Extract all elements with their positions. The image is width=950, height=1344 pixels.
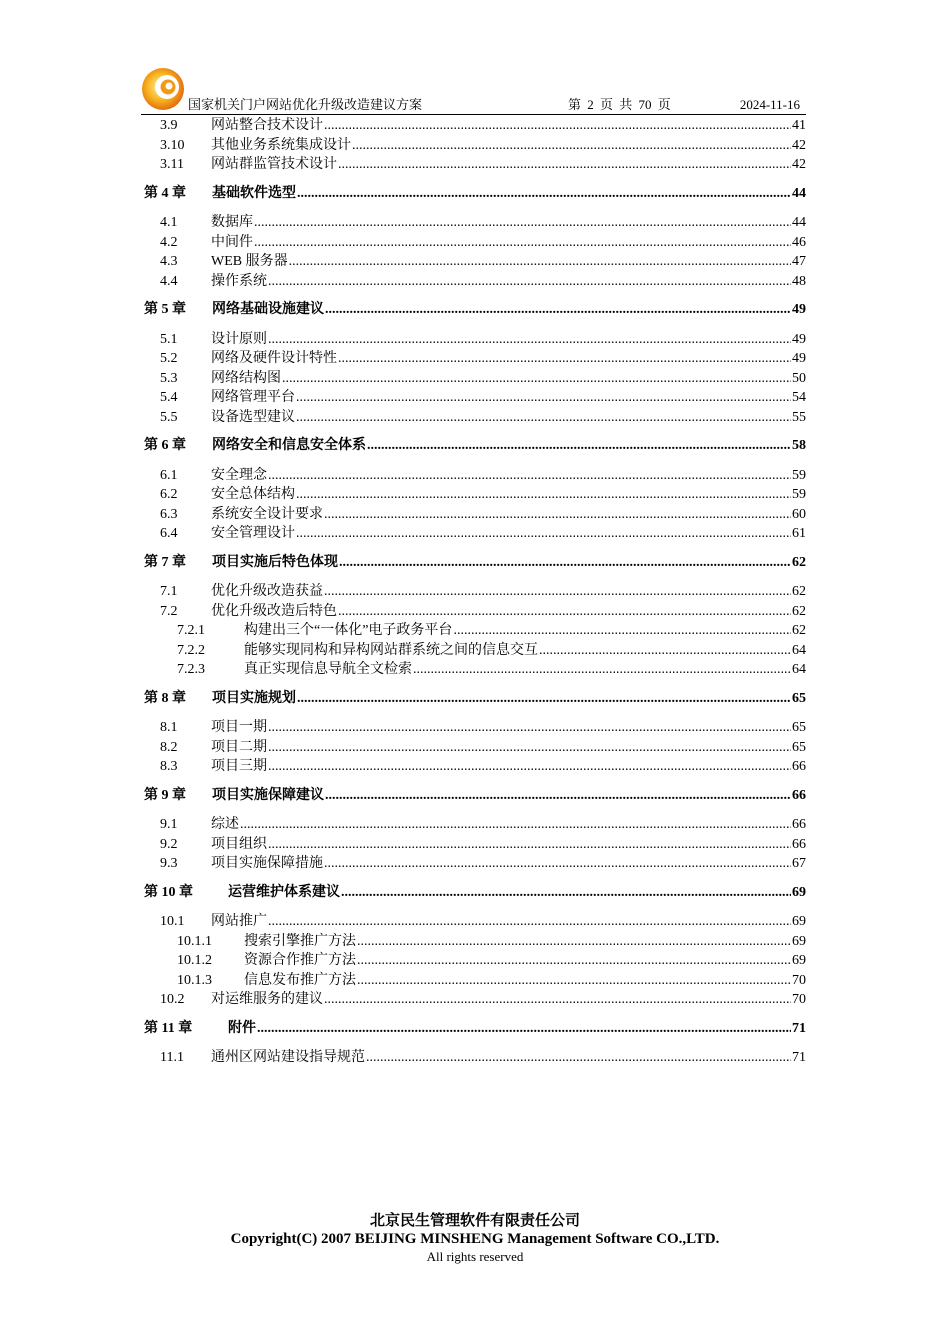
toc-entry-number: 第 11 章 (144, 1020, 193, 1036)
toc-entry-title: 设备选型建议 (211, 409, 295, 425)
header-rule (141, 114, 806, 115)
toc-dot-leader (357, 971, 791, 991)
toc-entry-page: 62 (792, 554, 806, 570)
toc-section-entry[interactable] (144, 116, 806, 136)
toc-entry-number: 4.1 (160, 215, 178, 230)
toc-subsection-entry[interactable] (144, 641, 806, 661)
toc-dot-leader (324, 582, 791, 602)
toc-entry-number: 第 4 章 (144, 185, 186, 201)
toc-entry-title: 网络基础设施建议 (212, 302, 324, 317)
toc-dot-leader (296, 485, 791, 505)
toc-section-entry[interactable] (144, 233, 806, 253)
toc-entry-page: 71 (792, 1020, 806, 1036)
toc-entry-page: 61 (792, 526, 806, 541)
toc-entry-page: 44 (792, 215, 806, 230)
toc-section-entry[interactable] (144, 718, 806, 738)
toc-dot-leader (268, 912, 791, 932)
company-logo (141, 66, 189, 112)
toc-section-entry[interactable] (144, 990, 806, 1010)
toc-entry-title: 真正实现信息导航全文检索 (244, 662, 412, 677)
toc-entry-title: 优化升级改造后特色 (211, 603, 337, 619)
toc-entry-title: 安全总体结构 (211, 487, 295, 502)
toc-entry-title: 对运维服务的建议 (211, 992, 323, 1007)
toc-dot-leader (297, 689, 791, 709)
toc-entry-number: 第 5 章 (144, 302, 186, 317)
toc-entry-page: 66 (792, 759, 806, 774)
toc-entry-number: 6.3 (160, 506, 178, 522)
toc-entry-title: 项目组织 (211, 836, 267, 852)
toc-entry-title: 操作系统 (211, 273, 267, 289)
toc-dot-leader (296, 408, 791, 428)
footer-rights: All rights reserved (426, 1249, 524, 1264)
toc-section-entry[interactable] (144, 815, 806, 835)
page-number-info: 第 2 页 共 70 页 (568, 97, 671, 112)
toc-entry-number: 第 9 章 (144, 787, 186, 803)
toc-section-entry[interactable] (144, 854, 806, 874)
toc-dot-leader (325, 300, 791, 320)
toc-entry-page: 65 (792, 739, 806, 755)
toc-dot-leader (268, 330, 791, 350)
toc-entry-page: 42 (792, 137, 806, 153)
toc-entry-title: 网络管理平台 (211, 390, 295, 405)
toc-chapter-entry[interactable] (144, 300, 806, 320)
toc-dot-leader (357, 932, 791, 952)
toc-entry-title: 项目一期 (211, 720, 267, 735)
toc-section-entry[interactable] (144, 272, 806, 292)
toc-entry-page: 59 (792, 467, 806, 483)
toc-entry-title: WEB 服务器 (211, 254, 288, 269)
toc-section-entry[interactable] (144, 330, 806, 350)
toc-chapter-entry[interactable] (144, 786, 806, 806)
toc-subsection-entry[interactable] (144, 971, 806, 991)
toc-dot-leader (341, 883, 791, 903)
toc-entry-page: 62 (792, 584, 806, 599)
toc-entry-number: 10.1.3 (177, 972, 212, 988)
toc-dot-leader (338, 349, 791, 369)
toc-entry-page: 59 (792, 487, 806, 502)
toc-dot-leader (289, 252, 791, 272)
toc-entry-page: 58 (792, 438, 806, 453)
toc-chapter-entry[interactable] (144, 883, 806, 903)
toc-entry-number: 5.4 (160, 390, 178, 405)
toc-entry-number: 5.1 (160, 331, 178, 347)
toc-entry-title: 中间件 (211, 234, 253, 250)
toc-entry-title: 能够实现同构和异构网站群系统之间的信息交互 (244, 642, 538, 658)
toc-entry-number: 10.1 (160, 914, 185, 929)
toc-section-entry[interactable] (144, 213, 806, 233)
toc-section-entry[interactable] (144, 388, 806, 408)
toc-entry-page: 55 (792, 409, 806, 425)
toc-entry-number: 4.4 (160, 273, 178, 289)
toc-entry-title: 搜索引擎推广方法 (244, 933, 356, 949)
toc-dot-leader (357, 951, 791, 971)
toc-entry-title: 信息发布推广方法 (244, 972, 356, 988)
toc-entry-title: 项目三期 (211, 759, 267, 774)
toc-dot-leader (366, 1048, 791, 1068)
toc-dot-leader (268, 835, 791, 855)
toc-dot-leader (367, 436, 791, 456)
toc-section-entry[interactable] (144, 136, 806, 156)
toc-entry-page: 49 (792, 331, 806, 347)
toc-entry-title: 网络安全和信息安全体系 (212, 438, 366, 453)
toc-dot-leader (339, 553, 791, 573)
toc-chapter-entry[interactable] (144, 689, 806, 709)
toc-entry-page: 65 (792, 690, 806, 706)
toc-entry-number: 7.1 (160, 584, 178, 599)
toc-subsection-entry[interactable] (144, 932, 806, 952)
toc-entry-number: 第 6 章 (144, 438, 186, 453)
toc-entry-number: 5.2 (160, 351, 178, 366)
toc-dot-leader (268, 738, 791, 758)
page-header (188, 96, 806, 114)
toc-dot-leader (539, 641, 791, 661)
toc-entry-number: 9.3 (160, 856, 178, 871)
toc-dot-leader (413, 660, 791, 680)
toc-dot-leader (338, 155, 791, 175)
toc-entry-number: 8.3 (160, 759, 178, 774)
toc-subsection-entry[interactable] (144, 621, 806, 641)
toc-dot-leader (338, 602, 791, 622)
toc-entry-title: 通州区网站建设指导规范 (211, 1050, 365, 1065)
toc-section-entry[interactable] (144, 582, 806, 602)
toc-entry-title: 项目实施保障建议 (212, 787, 324, 803)
toc-entry-title: 资源合作推广方法 (244, 953, 356, 968)
toc-entry-number: 7.2.3 (177, 662, 205, 677)
toc-entry-number: 7.2.1 (177, 623, 205, 638)
toc-entry-page: 64 (792, 662, 806, 677)
toc-section-entry[interactable] (144, 912, 806, 932)
toc-entry-number: 9.2 (160, 836, 178, 852)
toc-dot-leader (268, 466, 791, 486)
toc-entry-number: 4.3 (160, 254, 178, 269)
toc-entry-page: 46 (792, 234, 806, 250)
toc-entry-page: 54 (792, 390, 806, 405)
toc-entry-number: 10.1.1 (177, 933, 212, 949)
toc-entry-page: 69 (792, 884, 806, 900)
toc-section-entry[interactable] (144, 835, 806, 855)
toc-entry-page: 66 (792, 817, 806, 832)
toc-chapter-entry[interactable] (144, 436, 806, 456)
toc-entry-number: 9.1 (160, 817, 178, 832)
toc-dot-leader (240, 815, 791, 835)
toc-entry-page: 60 (792, 506, 806, 522)
toc-entry-number: 7.2.2 (177, 642, 205, 658)
document-title: 国家机关门户网站优化升级改造建议方案 (188, 97, 423, 112)
toc-entry-number: 3.10 (160, 137, 185, 153)
toc-entry-number: 5.5 (160, 409, 178, 425)
toc-entry-number: 11.1 (160, 1050, 184, 1065)
toc-entry-page: 67 (792, 856, 806, 871)
footer-copyright: Copyright(C) 2007 BEIJING MINSHENG Management Software CO.,LTD. (230, 1231, 720, 1247)
toc-entry-page: 64 (792, 642, 806, 658)
toc-entry-page: 69 (792, 933, 806, 949)
toc-entry-title: 项目实施后特色体现 (212, 554, 338, 570)
toc-entry-number: 7.2 (160, 603, 178, 619)
toc-dot-leader (325, 786, 791, 806)
toc-dot-leader (254, 213, 791, 233)
toc-entry-page: 65 (792, 720, 806, 735)
toc-entry-page: 42 (792, 157, 806, 172)
toc-entry-page: 50 (792, 370, 806, 386)
toc-entry-number: 3.11 (160, 157, 184, 172)
toc-chapter-entry[interactable] (144, 1019, 806, 1039)
toc-dot-leader (257, 1019, 791, 1039)
toc-entry-title: 项目实施保障措施 (211, 856, 323, 871)
toc-dot-leader (453, 621, 791, 641)
toc-entry-title: 安全理念 (211, 467, 267, 483)
toc-entry-page: 62 (792, 623, 806, 638)
toc-dot-leader (282, 369, 791, 389)
toc-entry-title: 运营维护体系建议 (228, 884, 340, 900)
toc-chapter-entry[interactable] (144, 553, 806, 573)
toc-section-entry[interactable] (144, 408, 806, 428)
toc-section-entry[interactable] (144, 524, 806, 544)
toc-section-entry[interactable] (144, 602, 806, 622)
toc-section-entry[interactable] (144, 1048, 806, 1068)
toc-dot-leader (297, 184, 791, 204)
toc-entry-title: 系统安全设计要求 (211, 506, 323, 522)
toc-dot-leader (268, 718, 791, 738)
toc-entry-page: 71 (792, 1050, 806, 1065)
toc-section-entry[interactable] (144, 349, 806, 369)
toc-entry-title: 其他业务系统集成设计 (211, 137, 351, 153)
toc-entry-title: 网络结构图 (211, 370, 281, 386)
toc-dot-leader (324, 990, 791, 1010)
toc-entry-page: 49 (792, 302, 806, 317)
toc-section-entry[interactable] (144, 466, 806, 486)
toc-entry-page: 66 (792, 787, 806, 803)
toc-entry-title: 安全管理设计 (211, 526, 295, 541)
toc-dot-leader (296, 524, 791, 544)
toc-entry-number: 3.9 (160, 118, 178, 133)
toc-dot-leader (324, 854, 791, 874)
toc-entry-title: 优化升级改造获益 (211, 584, 323, 599)
toc-entry-number: 10.1.2 (177, 953, 212, 968)
toc-entry-page: 70 (792, 992, 806, 1007)
page-footer (0, 1210, 950, 1265)
toc-entry-page: 70 (792, 972, 806, 988)
toc-dot-leader (254, 233, 791, 253)
toc-entry-title: 网络及硬件设计特性 (211, 351, 337, 366)
toc-entry-title: 数据库 (211, 215, 253, 230)
toc-section-entry[interactable] (144, 505, 806, 525)
toc-entry-page: 44 (792, 185, 806, 201)
toc-entry-page: 49 (792, 351, 806, 366)
toc-entry-page: 69 (792, 953, 806, 968)
toc-entry-page: 41 (792, 118, 806, 133)
toc-entry-number: 4.2 (160, 234, 178, 250)
toc-entry-page: 62 (792, 603, 806, 619)
header-date: 2024-11-16 (739, 97, 800, 112)
toc-dot-leader (324, 116, 791, 136)
toc-section-entry[interactable] (144, 155, 806, 175)
toc-subsection-entry[interactable] (144, 660, 806, 680)
toc-entry-title: 网站整合技术设计 (211, 118, 323, 133)
toc-entry-page: 47 (792, 254, 806, 269)
toc-entry-title: 综述 (211, 817, 239, 832)
toc-section-entry[interactable] (144, 485, 806, 505)
toc-entry-title: 网站推广 (211, 914, 267, 929)
toc-dot-leader (296, 388, 791, 408)
toc-entry-number: 10.2 (160, 992, 185, 1007)
toc-entry-title: 附件 (228, 1020, 256, 1036)
toc-entry-number: 8.2 (160, 739, 178, 755)
toc-dot-leader (324, 505, 791, 525)
toc-entry-number: 8.1 (160, 720, 178, 735)
toc-dot-leader (352, 136, 791, 156)
toc-entry-title: 设计原则 (211, 331, 267, 347)
toc-entry-title: 项目实施规划 (212, 690, 296, 706)
toc-section-entry[interactable] (144, 252, 806, 272)
toc-section-entry[interactable] (144, 738, 806, 758)
toc-dot-leader (268, 757, 791, 777)
toc-entry-title: 项目二期 (211, 739, 267, 755)
toc-entry-page: 69 (792, 914, 806, 929)
toc-entry-number: 第 7 章 (144, 554, 186, 570)
toc-section-entry[interactable] (144, 757, 806, 777)
toc-entry-title: 网站群监管技术设计 (211, 157, 337, 172)
toc-entry-number: 6.2 (160, 487, 178, 502)
toc-section-entry[interactable] (144, 369, 806, 389)
toc-subsection-entry[interactable] (144, 951, 806, 971)
toc-entry-title: 构建出三个“一体化”电子政务平台 (244, 623, 453, 638)
toc-entry-number: 5.3 (160, 370, 178, 386)
toc-entry-page: 66 (792, 836, 806, 852)
toc-chapter-entry[interactable] (144, 184, 806, 204)
footer-company: 北京民生管理软件有限责任公司 (369, 1211, 580, 1229)
toc-entry-number: 6.1 (160, 467, 178, 483)
toc-entry-page: 48 (792, 273, 806, 289)
toc-entry-title: 基础软件选型 (212, 185, 296, 201)
toc-entry-number: 第 8 章 (144, 690, 186, 706)
toc-entry-number: 第 10 章 (144, 884, 193, 900)
toc-entry-number: 6.4 (160, 526, 178, 541)
toc-dot-leader (268, 272, 791, 292)
